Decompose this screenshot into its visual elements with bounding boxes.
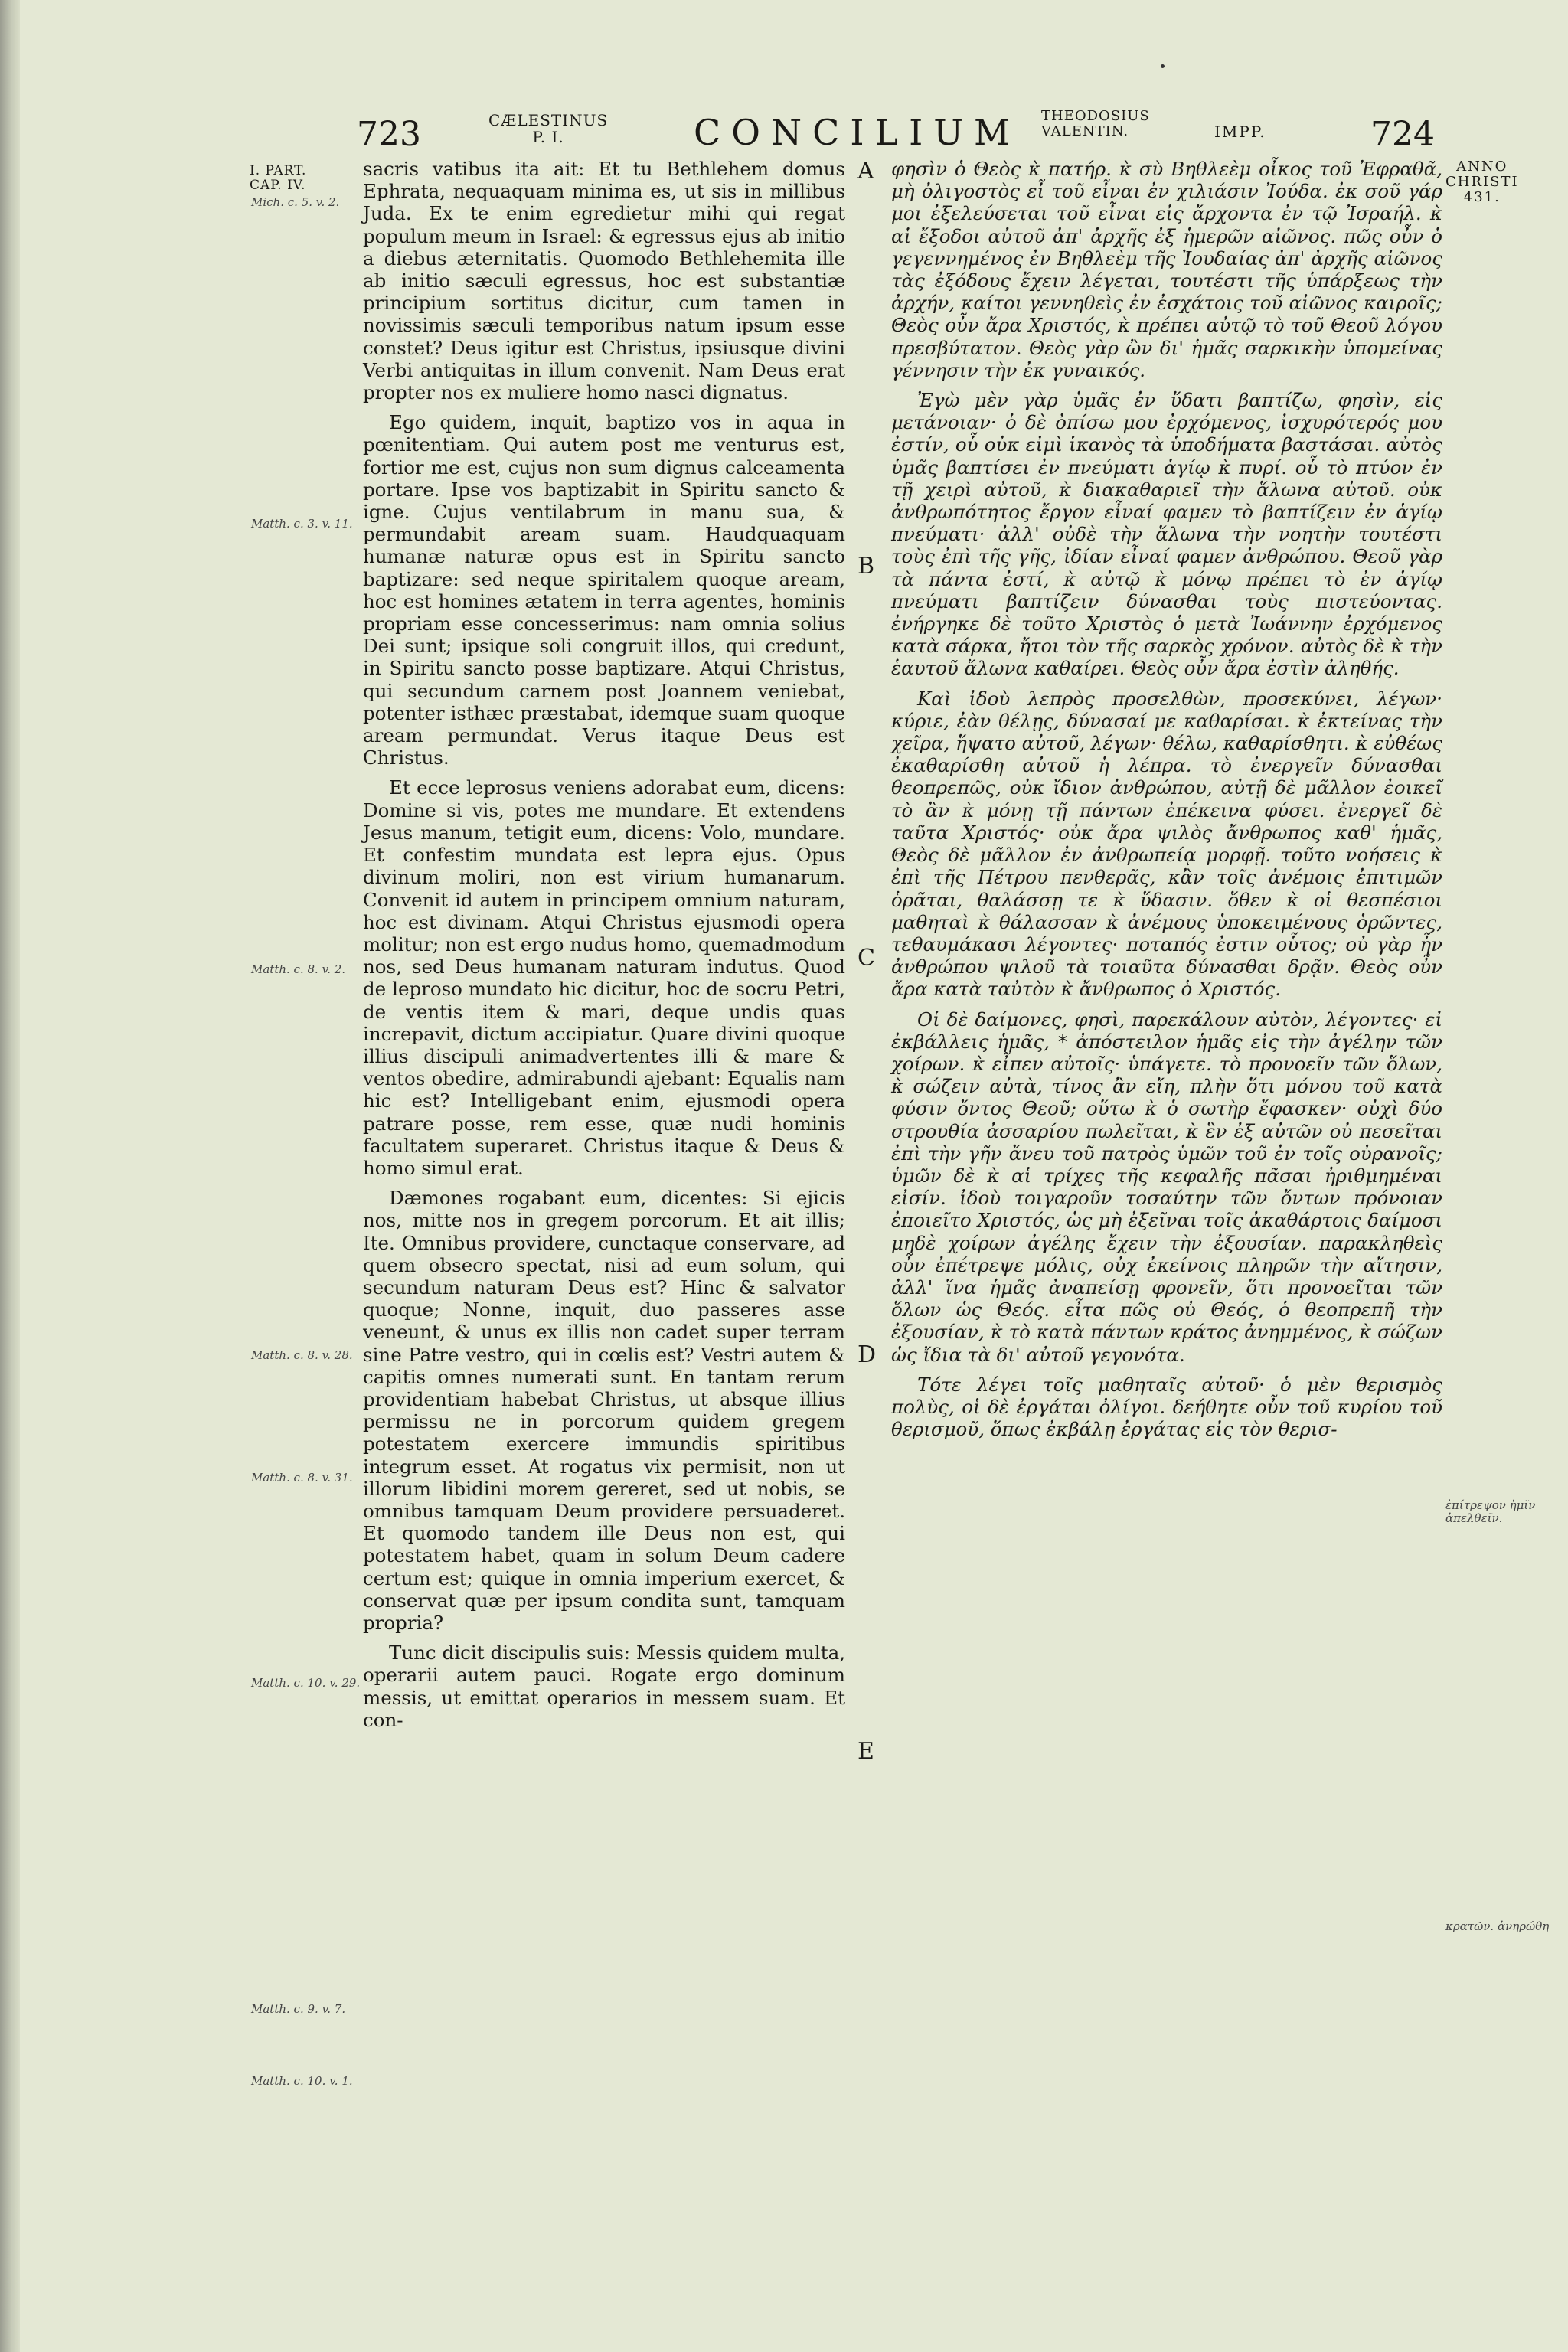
latin-paragraph: Dæmones rogabant eum, dicentes: Si ejicis nos, mitte nos in gregem porcorum. Et ait illis; Ite. Omnibus providere, cunctaque conservare, ad quem obsecro spectat, nisi ad eum solum, qui secundum naturam Deus est? Hinc & salvator quoque; Nonne, inquit, duo passeres asse veneunt, & unus ex illis non cadet super terram sine Patre vestro, qui in cœlis est? Vestri autem & capitis omnes numerati sunt. En tantam rerum providentiam habebat Christus, ut absque illius permissu ne in porcorum quidem gregem potestatem exercere immundis spiritibus integrum esset. At rogatus vix permisit, non ut illorum libidini morem gereret, sed ut nobis, se omnibus tamquam Deum providere persuaderet. Et quomodo tandem ille Deus non est, qui potestatem habet, quam in solum Deum cadere certum est; quique in omnia imperium exercet, & conservat quæ per ipsum condita sunt, tamquam propria?: [363, 1187, 845, 1634]
margin-note-matth-10-1: Matth. c. 10. v. 1.: [251, 2074, 353, 2088]
section-label: [250, 164, 306, 193]
section-letter-b: B: [858, 553, 875, 580]
margin-note-mich: Mich. c. 5. v. 2.: [251, 195, 340, 209]
header-emperors: [1041, 109, 1150, 139]
header-emperor-2: VALENTIN.: [1041, 123, 1129, 139]
greek-margin-variant-2: κρατῶν. ἀνηρώθη: [1446, 1919, 1550, 1933]
margin-note-matth-8-31: Matth. c. 8. v. 31.: [251, 1471, 353, 1485]
anno-label: ANNO: [1456, 158, 1508, 175]
section-letter-a: A: [858, 158, 874, 185]
latin-paragraph: Tunc dicit discipulis suis: Messis quidem multa, operarii autem pauci. Rogate ergo dominum messis, ut emittat operarios in messem suam. Et con-: [363, 1642, 845, 1731]
page-number-right: 724: [1370, 115, 1435, 154]
margin-note-matth-9: Matth. c. 9. v. 7.: [251, 2002, 346, 2016]
section-chapter: CAP. IV.: [250, 178, 306, 193]
latin-column: [363, 158, 845, 1739]
margin-note-matth-8-2: Matth. c. 8. v. 2.: [251, 962, 346, 976]
greek-paragraph: Καὶ ἰδοὺ λεπρὸς προσελθὼν, προσεκύνει, λέγων· κύριε, ἐὰν θέλῃς, δύνασαί με καθαρίσαι. κ̀ ἐκτείνας τὴν χεῖρα, ἥψατο αὐτοῦ, λέγων· θέλω, καθαρίσθητι. κ̀ εὐθέως ἐκαθαρίσθη αὐτοῦ ἡ λέπρα. τὸ ἐνεργεῖν δύνασθαι θεοπρεπῶς, οὐκ ἴδιον ἀνθρώπου, αὐτῇ δὲ μᾶλλον ἐοικεῖ τὸ ἂν κ̀ μόνῃ τῇ πάντων ἐπέκεινα φύσει. ἐνεργεῖ δὲ ταῦτα Χριστός· οὐκ ἄρα ψιλὸς ἄνθρωπος καθ' ἡμᾶς, Θεὸς δὲ μᾶλλον ἐν ἀνθρωπείᾳ μορφῇ. τοῦτο νοήσεις κ̀ ἐπὶ τῆς Πέτρου πενθερᾶς, κἂν τοῖς ἀνέμοις ἐπιτιμῶν ὁρᾶται, θαλάσσῃ τε κ̀ ὕδασιν. ὅθεν κ̀ οἱ θεσπέσιοι μαθηταὶ κ̀ θάλασσαν κ̀ ἀνέμους ὑποκειμένους ὁρῶντες, τεθαυμάκασι λέγοντες· ποταπός ἐστιν οὗτος; οὐ γὰρ ἦν ἀνθρώπου ψιλοῦ τὰ τοιαῦτα δύνασθαι δρᾷν. Θεὸς οὖν ἄρα κατὰ ταὐτὸν κ̀ ἄνθρωπος ὁ Χριστός.: [891, 687, 1442, 1001]
book-spine-edge: [0, 0, 20, 2352]
latin-paragraph: sacris vatibus ita ait: Et tu Bethlehem domus Ephrata, nequaquam minima es, ut sis in millibus Juda. Ex te enim egredietur mihi qui regat populum meum in Israel: & egressus ejus ab initio a diebus æternitatis. Quomodo Bethlehemita ille ab initio sæculi egressus, hoc est substantiæ principium sortitus dicitur, cum tamen in novissimis sæculi temporibus natum ipsum esse constet? Deus igitur est Christus, ipsiusque divini Verbi antiquitas in illum convenit. Nam Deus erat propter nos ex muliere homo nasci dignatus.: [363, 158, 845, 404]
margin-note-matth-10-29: Matth. c. 10. v. 29.: [251, 1676, 361, 1690]
section-part: I. PART.: [250, 163, 307, 178]
header-impp: IMPP.: [1214, 122, 1266, 141]
greek-column: [891, 158, 1442, 1448]
header-pope-name: CÆLESTINUS: [488, 111, 609, 129]
anno-christi: [1446, 159, 1519, 205]
greek-margin-variant-1: ἐπίτρεψον ἡμῖν ἀπελθεῖν.: [1446, 1498, 1536, 1525]
section-letter-d: D: [858, 1341, 877, 1368]
section-letter-e: E: [858, 1738, 874, 1765]
margin-note-matth-8-28: Matth. c. 8. v. 28.: [251, 1348, 353, 1362]
page-sheet: [20, 0, 1568, 2352]
christi-label: CHRISTI: [1446, 174, 1519, 190]
latin-paragraph: Ego quidem, inquit, baptizo vos in aqua in pœnitentiam. Qui autem post me venturus est, fortior me est, cujus non sum dignus calceamenta portare. Ipse vos baptizabit in Spiritu sancto & igne. Cujus ventilabrum in manu sua, & permundabit aream suam. Haudquaquam humanæ naturæ opus est in Spiritu sancto baptizare: sed neque spiritalem quoque aream, hoc est homines ætatem in terra agentes, hominis propriam esse concesserimus: nam omnia solius Dei sunt; ipsique soli congruit illos, qui credunt, in Spiritu sancto posse baptizare. Atqui Christus, qui secundum carnem post Joannem veniebat, potenter isthæc præstabat, idemque suam quoque aream permundat. Verus itaque Deus est Christus.: [363, 411, 845, 769]
latin-paragraph: Et ecce leprosus veniens adorabat eum, dicens: Domine si vis, potes me mundare. Et extendens Jesus manum, tetigit eum, dicens: Volo, mundare. Et confestim mundata est lepra ejus. Opus divinum moliri, non est virium humanarum. Convenit id autem in principem omnium naturam, hoc est divinam. Atqui Christus ejusmodi opera molitur; non est ergo nudus homo, quemadmodum nos, sed Deus humanam naturam indutus. Quod de leproso mundato hic dicitur, hoc de socru Petri, de ventis item & mari, deque undis quas increpavit, dictum accipiatur. Quare divini quoque illius discipuli animadvertentes illi & mare & ventos obedire, admirabundi ajebant: Equalis nam hic est? Intelligebant enim, ejusmodi opera patrare posse, rem esse, quæ nudi hominis facultatem superaret. Christus itaque & Deus & homo simul erat.: [363, 776, 845, 1179]
header-pope-number: P. I.: [532, 128, 564, 146]
page-number-left: 723: [357, 115, 421, 154]
header-pope: [488, 112, 608, 145]
greek-paragraph: Οἱ δὲ δαίμονες, φησὶ, παρεκάλουν αὐτὸν, λέγοντες· εἰ ἐκβάλλεις ἡμᾶς, * ἀπόστειλον ἡμᾶς εἰς τὴν ἀγέλην τῶν χοίρων. κ̀ εἶπεν αὐτοῖς· ὑπάγετε. τὸ προνοεῖν τῶν ὅλων, κ̀ σώζειν αὐτὰ, τίνος ἂν εἴη, πλὴν ὅτι μόνου τοῦ κατὰ φύσιν ὄντος Θεοῦ; οὕτω κ̀ ὁ σωτὴρ ἔφασκεν· οὐχὶ δύο στρουθία ἀσσαρίου πωλεῖται, κ̀ ἓν ἐξ αὐτῶν οὐ πεσεῖται ἐπὶ τὴν γῆν ἄνευ τοῦ πατρὸς ὑμῶν τοῦ ἐν τοῖς οὐρανοῖς; ὑμῶν δὲ κ̀ αἱ τρίχες τῆς κεφαλῆς πᾶσαι ἠριθμημέναι εἰσίν. ἰδοὺ τοιγαροῦν τοσαύτην τῶν ὄντων πρόνοιαν ἐποιεῖτο Χριστός, ὡς μὴ ἐξεῖναι τοῖς ἀκαθάρτοις δαίμοσι μηδὲ χοίρων ἀγέλης ἔχειν τὴν ἐξουσίαν. παρακληθεὶς οὖν ἐπέτρεψε μόλις, οὐχ ἐκείνοις πληρῶν τὴν αἴτησιν, ἀλλ' ἵνα ἡμᾶς ἀναπείσῃ φρονεῖν, ὅτι προνοεῖται τῶν ὅλων ὡς Θεός. εἶτα πῶς οὐ Θεός, ὁ θεοπρεπῆ τὴν ἐξουσίαν, κ̀ τὸ κατὰ πάντων κράτος ἀνημμένος, κ̀ σώζων ὡς ἴδια τὰ δι' αὐτοῦ γεγονότα.: [891, 1008, 1442, 1366]
greek-paragraph: Ἐγὼ μὲν γὰρ ὑμᾶς ἐν ὕδατι βαπτίζω, φησὶν, εἰς μετάνοιαν· ὁ δὲ ὀπίσω μου ἐρχόμενος, ἰσχυρότερός μου ἐστίν, οὗ οὐκ εἰμὶ ἱκανὸς τὰ ὑποδήματα βαστάσαι. αὐτὸς ὑμᾶς βαπτίσει ἐν πνεύματι ἁγίῳ κ̀ πυρί. οὗ τὸ πτύον ἐν τῇ χειρὶ αὐτοῦ, κ̀ διακαθαριεῖ τὴν ἅλωνα αὐτοῦ. οὐκ ἀνθρωπότητος ἔργον εἶναί φαμεν τὸ βαπτίζειν ἐν ἁγίῳ πνεύματι· ἀλλ' οὐδὲ τὴν ἅλωνα τὴν νοητὴν τουτέστι τοὺς ἐπὶ τῆς γῆς, ἰδίαν εἶναί φαμεν ἀνθρώπου. Θεοῦ γὰρ τὰ πάντα ἐστί, κ̀ αὐτῷ κ̀ μόνῳ πρέπει τὸ ἐν ἁγίῳ πνεύματι βαπτίζειν δύνασθαι τοὺς πιστεύοντας. ἐνήργηκε δὲ τοῦτο Χριστὸς ὁ μετὰ Ἰωάννην ἐρχόμενος κατὰ σάρκα, ἤτοι τὸν τῆς σαρκὸς χρόνον. αὐτὸς δὲ κ̀ τὴν ἑαυτοῦ ἅλωνα καθαίρει. Θεὸς οὖν ἄρα ἐστὶν ἀληθής.: [891, 389, 1442, 680]
greek-paragraph: φησὶν ὁ Θεὸς κ̀ πατήρ. κ̀ σὺ Βηθλεὲμ οἶκος τοῦ Ἐφραθᾶ, μὴ ὀλιγοστὸς εἶ τοῦ εἶναι ἐν χιλιάσιν Ἰούδα. ἐκ σοῦ γάρ μοι ἐξελεύσεται τοῦ εἶναι εἰς ἄρχοντα ἐν τῷ Ἰσραήλ. κ̀ αἱ ἔξοδοι αὐτοῦ ἀπ' ἀρχῆς ἐξ ἡμερῶν αἰῶνος. πῶς οὖν ὁ γεγεννημένος ἐν Βηθλεὲμ τῆς Ἰουδαίας ἀπ' ἀρχῆς αἰῶνος τὰς ἐξόδους ἔχειν λέγεται, τουτέστι τῆς ὑπάρξεως τὴν ἀρχήν, καίτοι γεννηθεὶς ἐν ἐσχάτοις τοῦ αἰῶνος καιροῖς; Θεὸς οὖν ἄρα Χριστός, κ̀ πρέπει αὐτῷ τὸ τοῦ Θεοῦ λόγου πρεσβύτατον. Θεὸς γὰρ ὢν δι' ἡμᾶς σαρκικὴν ὑπομείνας γέννησιν τὴν ἐκ γυναικός.: [891, 158, 1442, 381]
margin-note-matth-3: Matth. c. 3. v. 11.: [251, 517, 353, 531]
header-emperor-1: THEODOSIUS: [1041, 108, 1150, 124]
anno-year: 431.: [1463, 189, 1501, 205]
running-title: CONCILIUM: [694, 112, 1021, 153]
greek-paragraph: Τότε λέγει τοῖς μαθηταῖς αὐτοῦ· ὁ μὲν θερισμὸς πολὺς, οἱ δὲ ἐργάται ὀλίγοι. δεήθητε οὖν τοῦ κυρίου τοῦ θερισμοῦ, ὅπως ἐκβάλῃ ἐργάτας εἰς τὸν θερισ-: [891, 1373, 1442, 1441]
page-mark: [1161, 64, 1165, 68]
section-letter-c: C: [858, 945, 875, 972]
